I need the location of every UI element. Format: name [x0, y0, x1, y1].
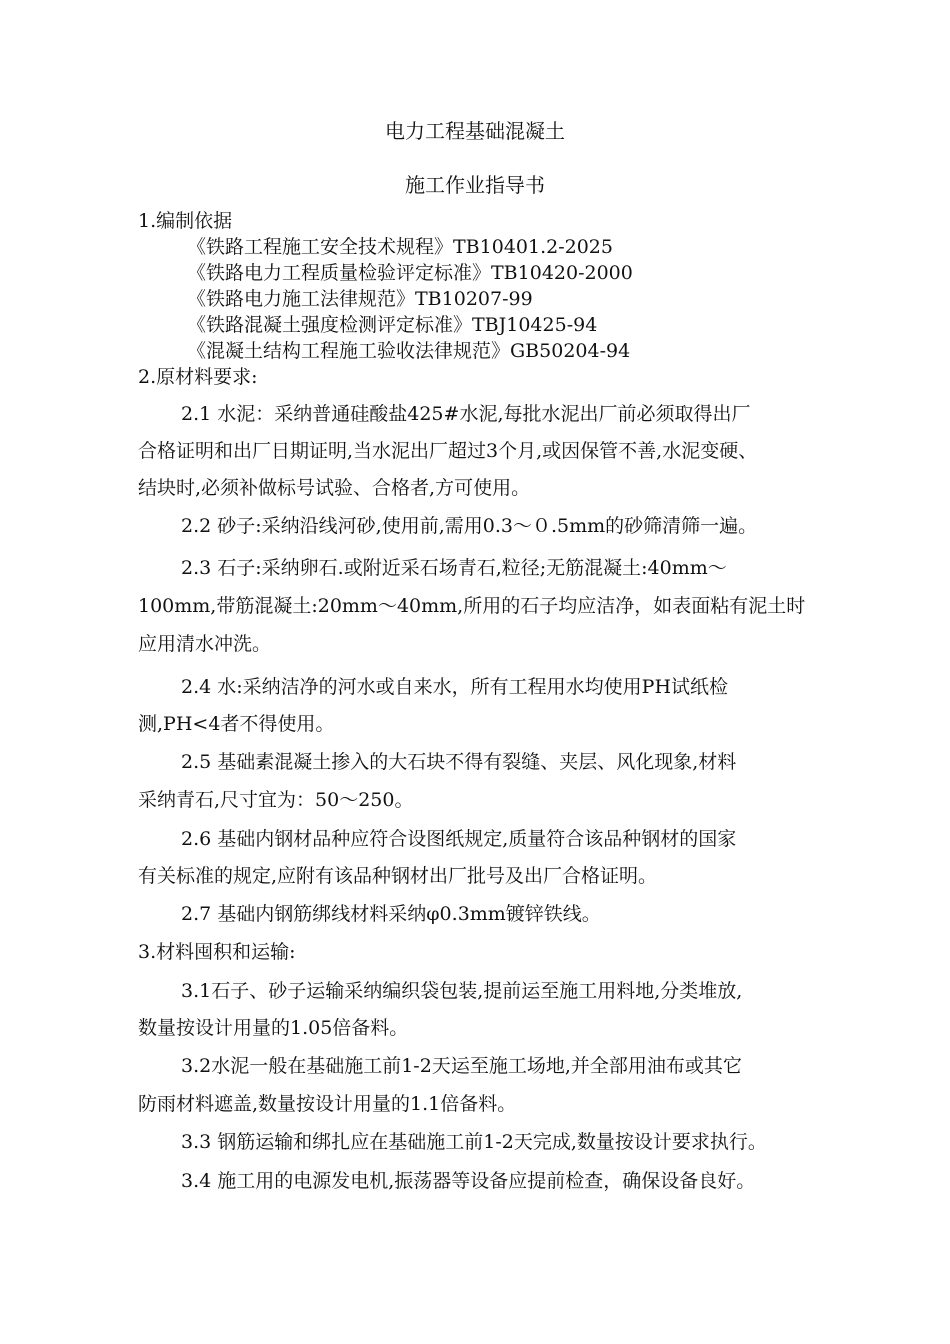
paragraph-line: 结块时,必须补做标号试验、合格者,方可使用。: [138, 477, 531, 499]
paragraph-line: 应用清水冲洗。: [138, 633, 272, 655]
paragraph-line: 100mm,带筋混凝土:20mm～40mm,所用的石子均应洁净，如表面粘有泥土时: [138, 595, 806, 617]
paragraph-line: 有关标准的规定,应附有该品种钢材出厂批号及出厂合格证明。: [138, 865, 658, 887]
reference-item: 《铁路混凝土强度检测评定标准》TBJ10425-94: [187, 314, 598, 336]
paragraph-line: 3.2水泥一般在基础施工前1-2天运至施工场地,并全部用油布或其它: [181, 1055, 742, 1077]
reference-item: 《铁路电力工程质量检验评定标准》TB10420-2000: [187, 262, 633, 284]
reference-item: 《铁路工程施工安全技术规程》TB10401.2-2025: [187, 236, 613, 258]
paragraph-line: 数量按设计用量的1.05倍备料。: [138, 1017, 409, 1039]
reference-item: 《混凝土结构工程施工验收法律规范》GB50204-94: [187, 340, 631, 362]
paragraph-line: 2.1 水泥：采纳普通硅酸盐425#水泥,每批水泥出厂前必须取得出厂: [181, 403, 751, 425]
reference-item: 《铁路电力施工法律规范》TB10207-99: [187, 288, 533, 310]
section-1-heading: 1.编制依据: [138, 210, 233, 232]
paragraph-line: 采纳青石,尺寸宜为：50～250。: [138, 789, 414, 811]
paragraph-line: 2.4 水:采纳洁净的河水或自来水，所有工程用水均使用PH试纸检: [181, 676, 729, 698]
paragraph-line: 2.7 基础内钢筋绑线材料采纳φ0.3mm镀锌铁线。: [181, 903, 601, 925]
paragraph-line: 2.2 砂子:采纳沿线河砂,使用前,需用0.3～０.5mm的砂筛清筛一遍。: [181, 515, 758, 537]
section-3-heading: 3.材料囤积和运输:: [138, 941, 296, 963]
paragraph-line: 测,PH<4者不得使用。: [138, 713, 335, 735]
paragraph-line: 3.4 施工用的电源发电机,振荡器等设备应提前检查，确保设备良好。: [181, 1170, 756, 1192]
paragraph-line: 2.5 基础素混凝土掺入的大石块不得有裂缝、夹层、风化现象,材料: [181, 751, 737, 773]
paragraph-line: 2.3 石子:采纳卵石.或附近采石场青石,粒径;无筋混凝土:40mm～: [181, 557, 727, 579]
document-title: 电力工程基础混凝土: [385, 119, 565, 143]
paragraph-line: 3.3 钢筋运输和绑扎应在基础施工前1-2天完成,数量按设计要求执行。: [181, 1131, 767, 1153]
paragraph-line: 3.1石子、砂子运输采纳编织袋包装,提前运至施工用料地,分类堆放,: [181, 980, 743, 1002]
section-2-heading: 2.原材料要求:: [138, 366, 258, 388]
document-subtitle: 施工作业指导书: [405, 173, 545, 197]
paragraph-line: 合格证明和出厂日期证明,当水泥出厂超过3个月,或因保管不善,水泥变硬、: [138, 440, 758, 462]
paragraph-line: 2.6 基础内钢材品种应符合设图纸规定,质量符合该品种钢材的国家: [181, 828, 737, 850]
paragraph-line: 防雨材料遮盖,数量按设计用量的1.1倍备料。: [138, 1093, 517, 1115]
